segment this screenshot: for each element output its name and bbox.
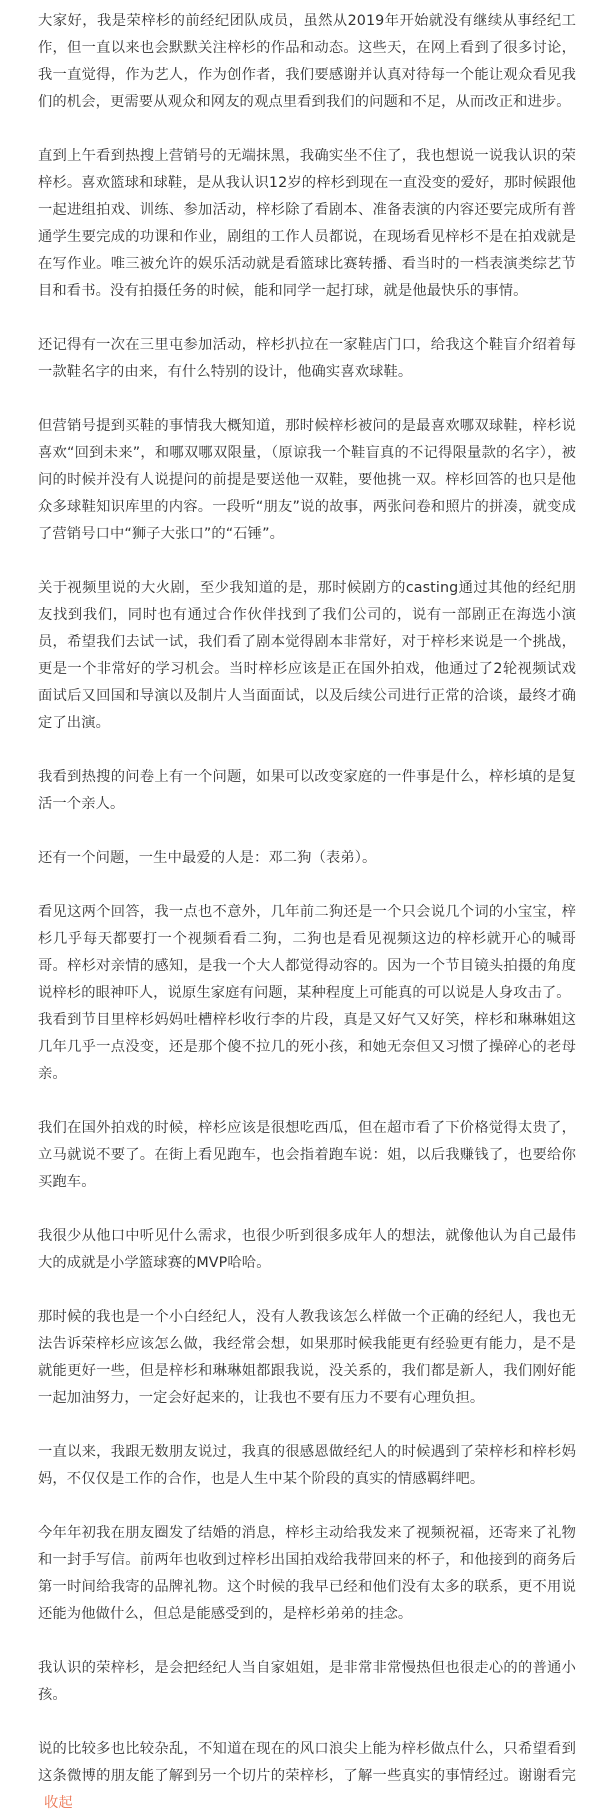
paragraph-watermelon: 我们在国外拍戏的时候，梓杉应该是很想吃西瓜，但在超市看了下价格觉得太贵了，立马就说不要了。在街上看见跑车，也会指着跑车说：姐，以后我赚钱了，也要给你买跑车。 xyxy=(38,1120,576,1190)
paragraph-sneakers: 但营销号提到买鞋的事情我大概知道，那时候梓杉被问的是最喜欢哪双球鞋，梓杉说喜欢“回到未来”，和哪双哪双限量，（原谅我一个鞋盲真的不记得限量款的名字），被问的时候并没有人说提问的前提是要送他一双鞋，要他挑一双。梓杉回答的也只是他众多球鞋知识库里的内容。一段听“朋友”说的故事，两张问卷和照片的拼凑，就变成了营销号口中“狮子大张口”的“石锤”。 xyxy=(38,418,576,542)
paragraph-casting: 关于视频里说的大火剧，至少我知道的是，那时候剧方的casting通过其他的经纪朋友找到我们，同时也有通过合作伙伴找到了我们公司的，说有一部剧正在海选小演员，希望我们去试一试，我们看了剧本觉得剧本非常好，对于梓杉来说是一个挑战，更是一个非常好的学习机会。当时梓杉应该是正在国外拍戏，他通过了2轮视频试戏面试后又回国和导演以及制片人当面面试，以及后续公司进行正常的洽谈，最终才确定了出演。 xyxy=(38,580,576,731)
paragraph-favorite-person: 还有一个问题，一生中最爱的人是：邓二狗（表弟）。 xyxy=(38,850,377,866)
paragraph-wedding: 今年年初我在朋友圈发了结婚的消息，梓杉主动给我发来了视频祝福，还寄来了礼物和一封手写信。前两年也收到过梓杉出国拍戏给我带回来的杯子，和他接到的商务后第一时间给我寄的品牌礼物。这个时候的我早已经和他们没有太多的联系，更不用说还能为他做什么，但总是能感受到的，是梓杉弟弟的挂念。 xyxy=(38,1525,576,1622)
paragraph-new-agent: 那时候的我也是一个小白经纪人，没有人教我该怎么样做一个正确的经纪人，我也无法告诉荣梓杉应该怎么做，我经常会想，如果那时候我能更有经验更有能力，是不是就能更好一些，但是梓杉和琳琳姐都跟我说，没关系的，我们都是新人，我们刚好能一起加油努力，一定会好起来的，让我也不要有压力不要有心理负担。 xyxy=(38,1309,576,1406)
paragraph-questionnaire: 我看到热搜的问卷上有一个问题，如果可以改变家庭的一件事是什么，梓杉填的是复活一个亲人。 xyxy=(38,769,576,812)
paragraph-family: 看见这两个回答，我一点也不意外，几年前二狗还是一个只会说几个词的小宝宝，梓杉几乎每天都要打一个视频看看二狗，二狗也是看见视频这边的梓杉就开心的喊哥哥。梓杉对亲情的感知，是我一个大人都觉得动容的。因为一个节目镜头拍摄的角度说梓杉的眼神吓人，说原生家庭有问题，某种程度上可能真的可以说是人身攻击了。 xyxy=(38,904,576,1001)
closing-text: 说的比较多也比较杂乱，不知道在现在的风口浪尖上能为梓杉做点什么，只希望看到这条微博的朋友能了解到另一个切片的荣梓杉，了解一些真实的事情经过。谢谢看完 xyxy=(38,1741,576,1784)
paragraph-hobbies: 直到上午看到热搜上营销号的无端抹黑，我确实坐不住了，我也想说一说我认识的荣梓杉。喜欢篮球和球鞋，是从我认识12岁的梓杉到现在一直没变的爱好，那时候跟他一起进组拍戏、训练、参加活动，梓杉除了看剧本、准备表演的内容还要完成所有普通学生要完成的功课和作业，剧组的工作人员都说，在现场看见梓杉不是在拍戏就是在写作业。唯三被允许的娱乐活动就是看篮球比赛转播、看当时的一档表演类综艺节目和看书。没有拍摄任务的时候，能和同学一起打球，就是他最快乐的事情。 xyxy=(38,148,576,299)
paragraph-mvp: 我很少从他口中听见什么需求，也很少听到很多成年人的想法，就像他认为自己最伟大的成就是小学篮球赛的MVP哈哈。 xyxy=(38,1228,576,1271)
paragraph-closing xyxy=(38,1736,576,1817)
paragraph-mother: 我看到节目里梓杉妈妈吐槽梓杉收行李的片段，真是又好气又好笑，梓杉和琳琳姐这几年几乎一点没变，还是那个傻不拉几的死小孩，和她无奈但又习惯了操碎心的老母亲。 xyxy=(38,1012,576,1082)
paragraph-gratitude: 一直以来，我跟无数朋友说过，我真的很感恩做经纪人的时候遇到了荣梓杉和梓杉妈妈，不仅仅是工作的合作，也是人生中某个阶段的真实的情感羁绊吧。 xyxy=(38,1444,576,1487)
paragraph-sanlitun: 还记得有一次在三里屯参加活动，梓杉扒拉在一家鞋店门口，给我这个鞋盲介绍着每一款鞋名字的由来，有什么特别的设计，他确实喜欢球鞋。 xyxy=(38,337,576,380)
collapse-link[interactable]: 收起 xyxy=(44,1795,73,1811)
paragraph-intro: 大家好，我是荣梓杉的前经纪团队成员，虽然从2019年开始就没有继续从事经纪工作，但一直以来也会默默关注梓杉的作品和动态。这些天，在网上看到了很多讨论，我一直觉得，作为艺人，作为创作者，我们要感谢并认真对待每一个能让观众看见我们的机会，更需要从观众和网友的观点里看到我们的问题和不足，从而改正和进步。 xyxy=(38,13,576,110)
paragraph-summary: 我认识的荣梓杉，是会把经纪人当自家姐姐，是非常非常慢热但也很走心的的普通小孩。 xyxy=(38,1660,576,1703)
